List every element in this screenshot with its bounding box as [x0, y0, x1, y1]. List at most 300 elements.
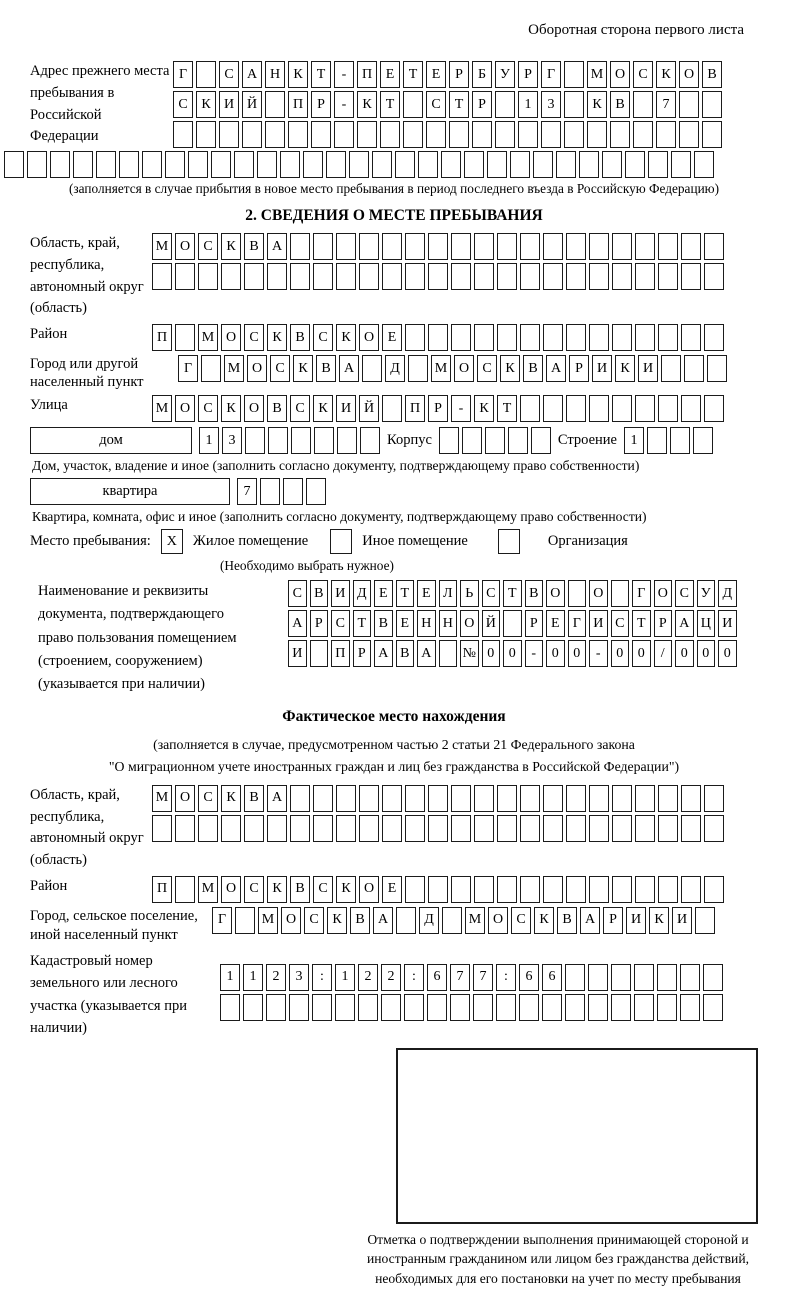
char-cell: - — [589, 640, 608, 667]
option-inoe-label: Иное помещение — [362, 533, 468, 550]
char-cell: С — [304, 907, 324, 934]
char-cell: И — [626, 907, 646, 934]
char-cell — [405, 876, 425, 903]
char-cell: К — [534, 907, 554, 934]
char-cell — [589, 263, 609, 290]
char-cell — [681, 233, 701, 260]
char-cell: О — [281, 907, 301, 934]
char-cell — [289, 994, 309, 1021]
gorod-row — [178, 355, 727, 382]
char-cell: А — [546, 355, 566, 382]
kvartira-box-label: квартира — [30, 478, 230, 505]
char-cell: О — [454, 355, 474, 382]
char-cell — [703, 964, 723, 991]
char-cell — [566, 324, 586, 351]
char-cell — [565, 994, 585, 1021]
raion-block — [30, 324, 758, 351]
char-cell — [303, 151, 323, 178]
char-cell: 1 — [335, 964, 355, 991]
char-cell: Р — [449, 61, 469, 88]
char-cell: И — [331, 580, 350, 607]
char-cell — [542, 994, 562, 1021]
char-cell — [405, 233, 425, 260]
char-cell — [428, 263, 448, 290]
char-cell: Т — [449, 91, 469, 118]
char-cell: О — [359, 876, 379, 903]
char-cell — [564, 121, 584, 148]
prev-address-row-4 — [4, 151, 758, 178]
char-cell: П — [288, 91, 308, 118]
char-cell — [635, 233, 655, 260]
char-cell: С — [331, 610, 350, 637]
kadastr-block — [30, 950, 758, 1040]
char-cell — [267, 815, 287, 842]
char-cell — [198, 263, 218, 290]
char-cell — [497, 815, 517, 842]
ulitsa-label: Улица — [30, 397, 68, 414]
char-cell — [612, 785, 632, 812]
char-cell: Т — [380, 91, 400, 118]
char-cell: В — [310, 580, 329, 607]
char-cell — [658, 263, 678, 290]
oblast-row-2 — [152, 263, 724, 290]
char-cell: 1 — [518, 91, 538, 118]
char-cell: - — [334, 91, 354, 118]
char-cell — [474, 263, 494, 290]
char-cell: К — [357, 91, 377, 118]
char-cell: И — [718, 610, 737, 637]
char-cell — [290, 263, 310, 290]
document-label: Наименование и реквизиты документа, подтверждающего право пользования помещением (строением, сооружением) (указывается при наличии) — [38, 583, 237, 692]
char-cell — [658, 324, 678, 351]
char-cell: А — [675, 610, 694, 637]
char-cell: В — [557, 907, 577, 934]
char-cell: Р — [603, 907, 623, 934]
char-cell — [658, 876, 678, 903]
char-cell: Г — [632, 580, 651, 607]
char-cell — [268, 427, 288, 454]
char-cell: К — [587, 91, 607, 118]
char-cell: С — [290, 395, 310, 422]
char-cell: У — [495, 61, 515, 88]
char-cell — [265, 121, 285, 148]
prev-address-hint: (заполняется в случае прибытия в новое место пребывания в период последнего въезда в Российскую Федерацию) — [68, 181, 720, 196]
oblast-row-1 — [152, 233, 724, 260]
char-cell — [497, 233, 517, 260]
char-cell — [382, 815, 402, 842]
raion3-label: Район — [30, 877, 68, 894]
char-cell — [520, 876, 540, 903]
char-cell — [382, 263, 402, 290]
char-cell — [428, 815, 448, 842]
char-cell — [587, 121, 607, 148]
char-cell: С — [611, 610, 630, 637]
char-cell: 0 — [482, 640, 501, 667]
char-cell — [473, 994, 493, 1021]
dom-block — [30, 427, 758, 454]
char-cell — [336, 233, 356, 260]
char-cell: 6 — [427, 964, 447, 991]
oblast-block — [30, 233, 758, 320]
char-cell: 7 — [473, 964, 493, 991]
char-cell — [313, 233, 333, 260]
char-cell: А — [267, 785, 287, 812]
char-cell: В — [267, 395, 287, 422]
char-cell: К — [221, 395, 241, 422]
char-cell — [679, 91, 699, 118]
char-cell: О — [175, 785, 195, 812]
char-cell: 2 — [381, 964, 401, 991]
char-cell — [519, 994, 539, 1021]
char-cell — [661, 355, 681, 382]
char-cell: 0 — [632, 640, 651, 667]
char-cell: 7 — [450, 964, 470, 991]
char-cell — [359, 233, 379, 260]
char-cell: Е — [382, 876, 402, 903]
char-cell — [451, 876, 471, 903]
char-cell: Г — [568, 610, 587, 637]
char-cell: О — [175, 233, 195, 260]
oblast3-block — [30, 785, 758, 872]
char-cell — [257, 151, 277, 178]
char-cell: О — [247, 355, 267, 382]
kvartira-block — [30, 478, 758, 505]
char-cell: С — [288, 580, 307, 607]
char-cell — [693, 427, 713, 454]
char-cell: К — [474, 395, 494, 422]
char-cell: Е — [546, 610, 565, 637]
char-cell: : — [312, 964, 332, 991]
char-cell: 6 — [542, 964, 562, 991]
gorod-block — [30, 355, 758, 391]
oblast3-row-1 — [152, 785, 724, 812]
char-cell — [543, 785, 563, 812]
char-cell — [680, 964, 700, 991]
char-cell: Й — [482, 610, 501, 637]
char-cell — [142, 151, 162, 178]
char-cell — [495, 121, 515, 148]
char-cell — [405, 815, 425, 842]
char-cell — [196, 121, 216, 148]
char-cell — [439, 640, 458, 667]
char-cell — [336, 785, 356, 812]
char-cell — [336, 263, 356, 290]
char-cell — [451, 263, 471, 290]
char-cell: К — [336, 324, 356, 351]
char-cell: С — [482, 580, 501, 607]
ulitsa-block — [30, 395, 758, 422]
char-cell — [647, 427, 667, 454]
char-cell — [474, 876, 494, 903]
char-cell — [27, 151, 47, 178]
mesto-hint: (Необходимо выбрать нужное) — [220, 558, 394, 574]
char-cell — [681, 815, 701, 842]
char-cell — [4, 151, 24, 178]
char-cell — [201, 355, 221, 382]
char-cell — [635, 263, 655, 290]
char-cell — [694, 151, 714, 178]
char-cell: Й — [359, 395, 379, 422]
char-cell — [543, 815, 563, 842]
char-cell — [612, 263, 632, 290]
char-cell — [566, 233, 586, 260]
char-cell: Г — [173, 61, 193, 88]
char-cell: И — [219, 91, 239, 118]
char-cell — [657, 964, 677, 991]
char-cell — [564, 61, 584, 88]
char-cell: Р — [654, 610, 673, 637]
char-cell — [568, 580, 587, 607]
stroenie-cells — [624, 427, 713, 454]
char-cell: О — [221, 876, 241, 903]
char-cell: Н — [265, 61, 285, 88]
char-cell: Г — [212, 907, 232, 934]
section3-note-1: (заполняется в случае, предусмотренном частью 2 статьи 21 Федерального закона — [153, 737, 635, 753]
char-cell — [543, 876, 563, 903]
char-cell: Р — [518, 61, 538, 88]
korpus-cells — [439, 427, 551, 454]
raion3-block — [30, 876, 758, 903]
char-cell — [349, 151, 369, 178]
char-cell — [543, 233, 563, 260]
char-cell: 2 — [358, 964, 378, 991]
char-cell: Н — [417, 610, 436, 637]
char-cell: Ь — [460, 580, 479, 607]
char-cell: Е — [382, 324, 402, 351]
raion-label: Район — [30, 326, 68, 342]
char-cell: С — [477, 355, 497, 382]
char-cell — [211, 151, 231, 178]
char-cell — [451, 324, 471, 351]
char-cell — [497, 324, 517, 351]
char-cell — [543, 324, 563, 351]
char-cell — [589, 324, 609, 351]
char-cell: Р — [472, 91, 492, 118]
char-cell — [611, 994, 631, 1021]
char-cell: С — [675, 580, 694, 607]
char-cell: Й — [242, 91, 262, 118]
char-cell — [234, 151, 254, 178]
char-cell — [380, 121, 400, 148]
char-cell — [464, 151, 484, 178]
char-cell: В — [396, 640, 415, 667]
char-cell — [704, 263, 724, 290]
char-cell — [119, 151, 139, 178]
char-cell — [658, 233, 678, 260]
char-cell: В — [350, 907, 370, 934]
dom-box-label: дом — [30, 427, 192, 454]
oblast-label: Область, край, республика, автономный округ (область) — [30, 235, 144, 317]
char-cell: Р — [525, 610, 544, 637]
prev-address-row-1 — [173, 61, 722, 88]
char-cell — [442, 907, 462, 934]
korpus-label: Корпус — [387, 431, 432, 448]
char-cell: С — [511, 907, 531, 934]
char-cell — [612, 876, 632, 903]
stamp-caption: Отметка о подтверждении выполнения принимающей стороной и иностранным гражданином или лицом без гражданства действий, необходимых для его постановки на учет по месту пребывания — [367, 1231, 749, 1286]
char-cell: : — [496, 964, 516, 991]
char-cell — [566, 395, 586, 422]
char-cell — [635, 395, 655, 422]
char-cell: В — [316, 355, 336, 382]
char-cell: 1 — [220, 964, 240, 991]
char-cell — [704, 815, 724, 842]
char-cell: П — [152, 324, 172, 351]
char-cell — [704, 785, 724, 812]
char-cell — [472, 121, 492, 148]
char-cell — [290, 785, 310, 812]
char-cell — [702, 121, 722, 148]
char-cell — [520, 785, 540, 812]
char-cell: Т — [311, 61, 331, 88]
char-cell: М — [224, 355, 244, 382]
char-cell: В — [702, 61, 722, 88]
char-cell — [358, 994, 378, 1021]
char-cell: Р — [428, 395, 448, 422]
char-cell — [265, 91, 285, 118]
char-cell — [612, 815, 632, 842]
char-cell: А — [267, 233, 287, 260]
option-zhiloe-label: Жилое помещение — [192, 533, 309, 550]
char-cell: В — [244, 785, 264, 812]
char-cell: И — [288, 640, 307, 667]
char-cell — [221, 815, 241, 842]
char-cell — [520, 233, 540, 260]
char-cell — [564, 91, 584, 118]
char-cell — [428, 785, 448, 812]
char-cell — [405, 785, 425, 812]
char-cell — [220, 994, 240, 1021]
char-cell: О — [679, 61, 699, 88]
char-cell — [313, 785, 333, 812]
char-cell — [707, 355, 727, 382]
char-cell: 3 — [289, 964, 309, 991]
char-cell: М — [198, 324, 218, 351]
char-cell — [635, 785, 655, 812]
kvartira-hint: Квартира, комната, офис и иное (заполнить согласно документу, подтверждающему право собственности) — [32, 509, 647, 525]
char-cell — [556, 151, 576, 178]
char-cell — [602, 151, 622, 178]
char-cell: С — [633, 61, 653, 88]
char-cell: 7 — [237, 478, 257, 505]
char-cell — [566, 815, 586, 842]
char-cell — [520, 324, 540, 351]
char-cell — [680, 994, 700, 1021]
char-cell: 1 — [243, 964, 263, 991]
char-cell — [610, 121, 630, 148]
char-cell: 0 — [697, 640, 716, 667]
char-cell — [579, 151, 599, 178]
char-cell — [290, 233, 310, 260]
section3-title: Фактическое место нахождения — [282, 708, 506, 726]
char-cell: 0 — [718, 640, 737, 667]
char-cell — [566, 876, 586, 903]
char-cell: Б — [472, 61, 492, 88]
document-row-2 — [288, 610, 737, 637]
char-cell — [326, 151, 346, 178]
option-organizatsiya-label: Организация — [547, 533, 628, 550]
char-cell: Н — [439, 610, 458, 637]
document-row-1 — [288, 580, 737, 607]
char-cell: Г — [541, 61, 561, 88]
char-cell — [336, 815, 356, 842]
char-cell: М — [152, 395, 172, 422]
char-cell: П — [331, 640, 350, 667]
char-cell — [681, 876, 701, 903]
char-cell: Р — [311, 91, 331, 118]
char-cell: О — [654, 580, 673, 607]
char-cell: С — [270, 355, 290, 382]
char-cell: В — [290, 876, 310, 903]
page-header-note: Оборотная сторона первого листа — [528, 22, 744, 38]
char-cell — [408, 355, 428, 382]
char-cell — [503, 610, 522, 637]
char-cell — [290, 815, 310, 842]
char-cell: 0 — [503, 640, 522, 667]
char-cell — [428, 876, 448, 903]
char-cell — [219, 121, 239, 148]
checkbox-zhiloe: X — [161, 529, 183, 554]
char-cell — [589, 785, 609, 812]
char-cell — [589, 395, 609, 422]
char-cell — [670, 427, 690, 454]
char-cell — [485, 427, 505, 454]
char-cell: 7 — [656, 91, 676, 118]
char-cell — [589, 876, 609, 903]
oblast3-label: Область, край, республика, автономный округ (область) — [30, 786, 144, 869]
char-cell — [337, 427, 357, 454]
char-cell — [244, 815, 264, 842]
char-cell: Д — [419, 907, 439, 934]
document-row-3 — [288, 640, 737, 667]
char-cell — [633, 91, 653, 118]
char-cell: А — [580, 907, 600, 934]
char-cell — [612, 324, 632, 351]
char-cell — [381, 994, 401, 1021]
char-cell — [175, 876, 195, 903]
char-cell — [427, 994, 447, 1021]
char-cell: - — [451, 395, 471, 422]
char-cell — [704, 233, 724, 260]
char-cell — [520, 263, 540, 290]
mesto-label: Место пребывания: — [30, 533, 151, 550]
ulitsa-row — [152, 395, 724, 422]
char-cell — [152, 263, 172, 290]
char-cell — [311, 121, 331, 148]
document-block — [30, 580, 758, 696]
char-cell — [658, 785, 678, 812]
char-cell: С — [173, 91, 193, 118]
gorod3-block — [30, 907, 758, 945]
char-cell — [543, 263, 563, 290]
char-cell: В — [525, 580, 544, 607]
char-cell — [360, 427, 380, 454]
char-cell: А — [374, 640, 393, 667]
char-cell: О — [460, 610, 479, 637]
char-cell — [702, 91, 722, 118]
char-cell: М — [198, 876, 218, 903]
char-cell — [474, 785, 494, 812]
char-cell: С — [198, 233, 218, 260]
raion-row — [152, 324, 724, 351]
char-cell — [267, 263, 287, 290]
char-cell: К — [327, 907, 347, 934]
char-cell: 3 — [541, 91, 561, 118]
char-cell — [681, 395, 701, 422]
char-cell — [306, 478, 326, 505]
char-cell: С — [244, 324, 264, 351]
checkbox-inoe — [330, 529, 352, 554]
